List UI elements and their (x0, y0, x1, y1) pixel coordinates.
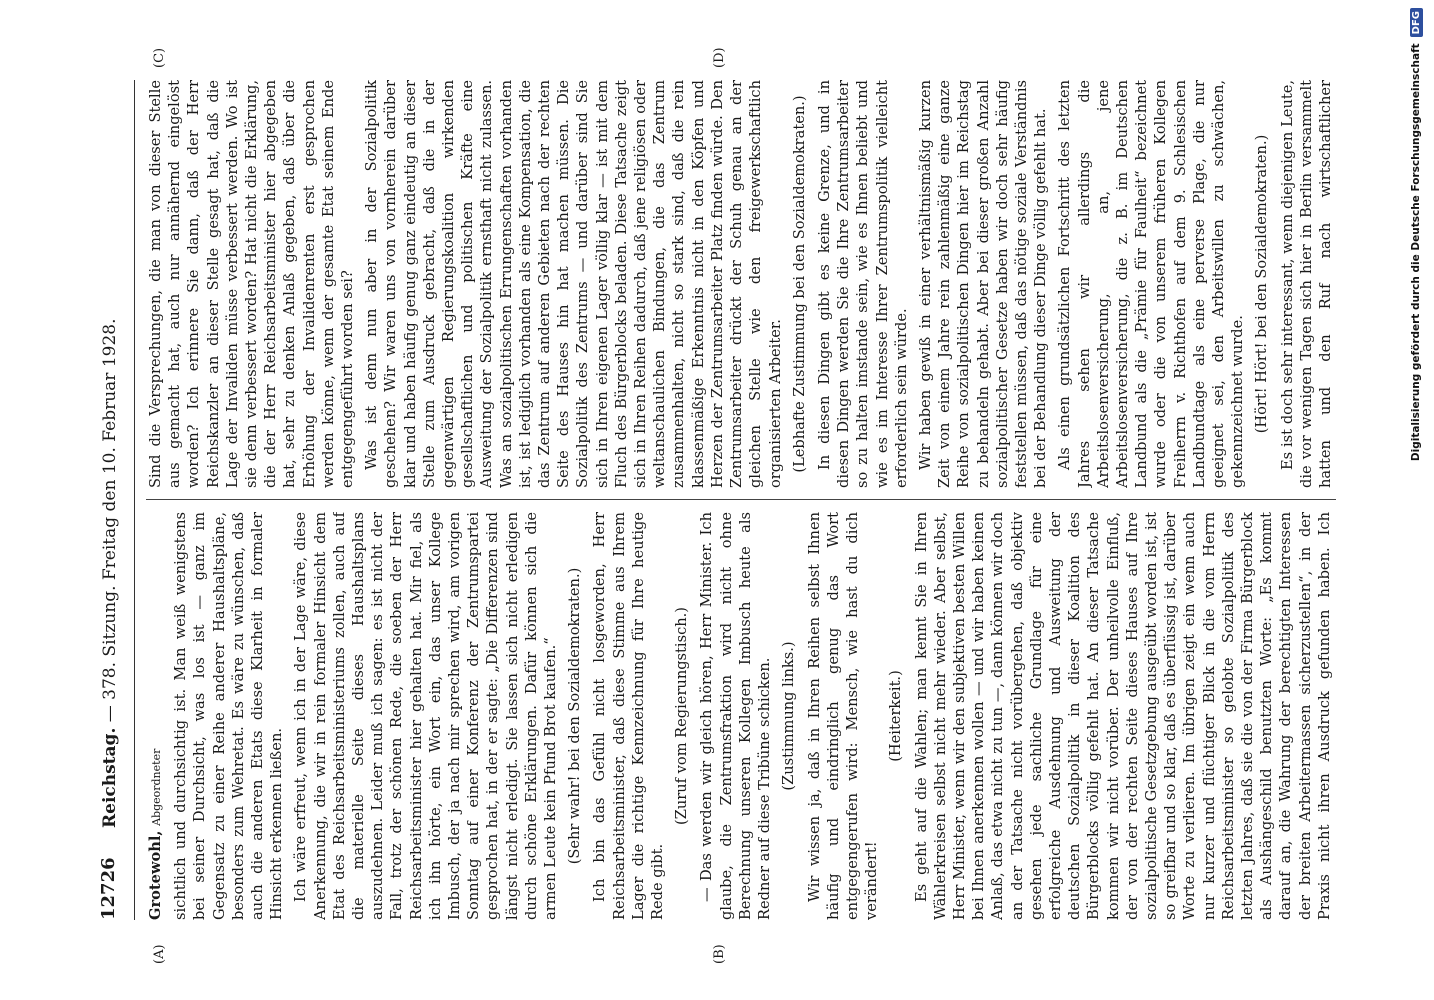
interjection: (Heiterkeit.) (887, 670, 905, 762)
page-header (88, 80, 135, 920)
paragraph: — Das werden wir gleich hören, Herr Minister. Ich glaube, die Zentrumsfraktion wird nicht ohne Berechnung unseren Kollegen Imbusch heute als Redner auf diese Tribüne schicken. (698, 512, 774, 920)
paragraph: sichtlich und durchsichtig ist. Man weiß wenigstens bei seiner Durchsicht, was los ist — ganz im Gegensatz zu einer Reihe anderer Haushaltspläne, besonders zum Wehretat. Es wäre zu wünschen, daß auch die anderen Etats diese Klarheit in formaler Hinsicht erkennen ließen. (172, 512, 286, 920)
paragraph: Als einen grundsätzlichen Fortschritt des letzten Jahres sehen wir allerdings die Arbeitslosenversicherung, an, jene Arbeitslosenversicherung, die z. B. im Deutschen Landbund als die „Prämie für Faulheit“ bezeichnet wurde oder die von unserem früheren Kollegen Freiherrn v. Richthofen auf dem 9. Schlesischen Landbundtage als eine perverse Plage, die nur geeignet sei, den Arbeitswillen zu schwächen, gekennzeichnet wurde. (1056, 80, 1247, 488)
page-number: 12726 (98, 857, 119, 920)
margin-letter-c: (C) (152, 47, 167, 68)
document-page (88, 47, 1343, 964)
digitization-credit (1398, 8, 1434, 992)
paragraph: Es ist doch sehr interessant, wenn diejenigen Leute, die vor wenigen Tagen sich hier in Berlin versammelt hatten und den Ruf nach wirtschaftlicher (1278, 80, 1334, 488)
digitization-sidebar (1398, 8, 1434, 992)
interjection: (Hört! Hört! bei den Sozialdemokraten.) (1253, 134, 1271, 434)
speaker-role: Abgeordneter (150, 748, 163, 826)
left-column (146, 512, 1336, 920)
running-head-bold: Reichstag. (100, 727, 120, 828)
running-head-rest: — 378. Sitzung. Freitag den 10. Februar 1928. (100, 318, 120, 728)
paragraph: Sind die Versprechungen, die man von dieser Stelle aus gemacht hat, auch nur annähernd eingelöst worden? Ich erinnere Sie dann, daß der Herr Reichskanzler an dieser Stelle gesagt hat, daß die Lage der Invaliden müsse verbessert werden. Wo ist sie denn verbessert worden? Hat nicht die Erklärung, die der Herr Reichsarbeitsminister hier abgegeben hat, sehr zu denken Anlaß gegeben, daß über die Erhöhung der Invalidenrenten erst gesprochen werden könne, wenn der gesamte Etat seinem Ende entgegengeführt worden sei? (147, 80, 357, 488)
paragraph: Wir haben gewiß in einer verhältnismäßig kurzen Zeit von einem Jahre rein zahlenmäßig eine ganze Reihe von sozialpolitischen Dingen hier im Reichstag zu behandeln gehabt. Aber bei dieser großen Anzahl sozialpolitischer Gesetze haben wir doch sehr häufig feststellen müssen, daß das nötige soziale Verständnis bei der Behandlung dieser Dinge völlig gefehlt hat. (916, 80, 1050, 488)
dfg-logo: DFG (1410, 8, 1423, 37)
interjection: (Zuruf vom Regierungstisch.) (673, 607, 691, 825)
margin-letter-d: (D) (712, 47, 727, 68)
interjection: (Sehr wahr! bei den Sozialdemokraten.) (566, 567, 584, 865)
paragraph: Wir wissen ja, daß in Ihren Reihen selbst Ihnen häufig und eindringlich genug das Wort entgegengerufen wird: Mensch, wie hast du dich verändert! (805, 512, 881, 920)
right-column (146, 80, 1336, 488)
paragraph: Ich bin das Gefühl nicht losgeworden, Herr Reichsarbeitsminister, daß diese Stimme aus Ihrem Lager die richtige Kennzeichnung für Ihre heutige Rede gibt. (591, 512, 667, 920)
column-divider (146, 499, 1336, 500)
paragraph: Ich wäre erfreut, wenn ich in der Lage wäre, diese Anerkennung, die wir in rein formaler Hinsicht dem Etat des Reichsarbeitsministeriums zollen, auch auf die materielle Seite dieses Haushaltsplans auszudehnen. Leider muß ich sagen: es ist nicht der Fall, trotz der schönen Rede, die soeben der Herr Reichsarbeitsminister hier gehalten hat. Mir fiel, als ich ihn hörte, ein Wort ein, das unser Kollege Imbusch, der ja nach mir sprechen wird, am vorigen Sonntag auf einer Konferenz der Zentrumspartei gesprochen hat, in der er sagte: „Die Differenzen sind längst nicht erledigt. Sie lassen sich nicht erledigen durch schöne Erklärungen. Dafür können sich die armen Leute kein Pfund Brot kaufen.“ (292, 512, 560, 920)
paragraph: Was ist denn nun aber in der Sozialpolitik geschehen? Wir waren uns von vornherein darüber klar und haben häufig genug ganz eindeutig an dieser Stelle zum Ausdruck gebracht, daß die in der gegenwärtigen Regierungskoalition wirkenden gesellschaftlichen und politischen Kräfte eine Ausweitung der Sozialpolitik ernsthaft nicht zulassen. Was an sozialpolitischen Errungenschaften vorhanden ist, ist lediglich vorhanden als eine Kompensation, die das Zentrum auf anderen Gebieten nach der rechten Seite des Hauses hin hat machen müssen. Die Sozialpolitik des Zentrums — und darüber sind Sie sich in Ihren eigenen Lager völlig klar — ist mit dem Fluch des Bürgerblocks beladen. Diese Tatsache zeigt sich in Ihren Reihen dadurch, daß jene religiösen oder weltanschaulichen Bindungen, die das Zentrum zusammenhalten, nicht so stark sind, daß die rein klassenmäßige Erkenntnis nicht in den Köpfen und Herzen der Zentrumsarbeiter Platz finden würde. Den Zentrumsarbeiter drückt der Schuh genau an der gleichen Stelle wie den freigewerkschaftlich organisierten Arbeiter. (363, 80, 784, 488)
paragraph: Es geht auf die Wahlen; man kennt Sie in Ihren Wählerkreisen selbst nicht mehr wieder. Aber selbst, Herr Minister, wenn wir den subjektiven besten Willen bei Ihnen anerkennen wollen — und wir haben keinen Anlaß, das etwa nicht zu tun —, dann können wir doch an der Tatsache nicht vorübergehen, daß objektiv gesehen jede sachliche Grundlage für eine erfolgreiche Ausdehnung und Ausweitung der deutschen Sozialpolitik in dieser Koalition des Bürgerblocks völlig gefehlt hat. An dieser Tatsache kommen wir nicht vorüber. Der unheilvolle Einfluß, der von der rechten Seite dieses Hauses auf Ihre sozialpolitische Gesetzgebung ausgeübt worden ist, ist so greifbar und so klar, daß es überflüssig ist, darüber Worte zu verlieren. Im übrigen zeigt ein wenn auch nur kurzer und flüchtiger Blick in die vom Herrn Reichsarbeitsminister so gelobte Sozialpolitik des letzten Jahres, daß sie die von der Firma Bürgerblock als Aushängeschild benutzten Worte: „Es kommt darauf an, die Wahrung der berechtigten Interessen der breiten Arbeitermassen sicherzustellen“, in der Praxis nicht ihren Ausdruck gefunden haben. Ich (912, 512, 1333, 920)
interjection: (Zustimmung links.) (780, 641, 798, 791)
credit-text: Digitalisierung gefördert durch die Deutsche Forschungsgemeinschaft (1410, 43, 1422, 462)
speaker-line (146, 512, 166, 920)
margin-letter-b: (B) (712, 944, 727, 964)
interjection: (Lebhafte Zustimmung bei den Sozialdemokraten.) (790, 95, 808, 473)
paragraph: In diesen Dingen gibt es keine Grenze, und in diesen Dingen werden Sie die Ihre Zentrumsarbeiter so zu halten imstande sein, wie es Ihnen beliebt und wie es im Interesse Ihrer Zentrumspolitik vielleicht erforderlich sein würde. (815, 80, 910, 488)
running-head (100, 318, 120, 828)
margin-letter-a: (A) (152, 944, 167, 964)
speaker-name: Grotewohl, (147, 830, 164, 920)
